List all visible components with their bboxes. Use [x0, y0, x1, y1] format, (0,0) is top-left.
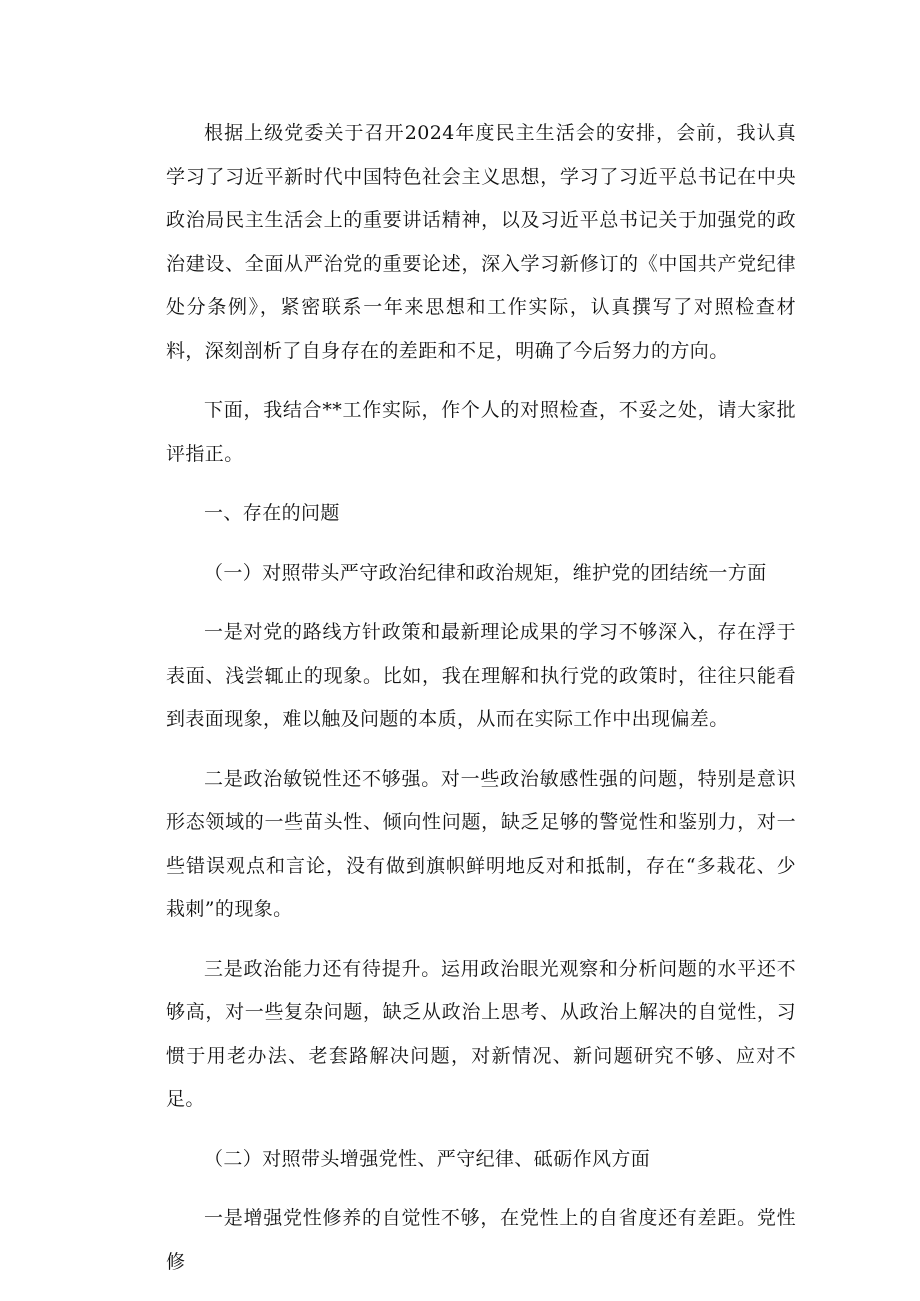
paragraph-transition: 下面，我结合**工作实际，作个人的对照检查，不妥之处，请大家批评指正。 [166, 399, 796, 465]
document-body [166, 112, 796, 1300]
subsection-heading-party-spirit: （二）对照带头增强党性、严守纪律、砥砺作风方面 [204, 1147, 651, 1170]
paragraph-point-three: 三是政治能力还有待提升。运用政治眼光观察和分析问题的水平还不够高，对一些复杂问题，缺乏从政治上思考、从政治上解决的自觉性，习惯于用老办法、老套路解决问题，对新情况、新问题研究不够、应对不足。 [166, 957, 796, 1110]
paragraph-intro: 根据上级党委关于召开2024年度民主生活会的安排，会前，我认真学习了习近平新时代中国特色社会主义思想，学习了习近平总书记在中央政治局民主生活会上的重要讲话精神，以及习近平总书记关于加强党的政治建设、全面从严治党的重要论述，深入学习新修订的《中国共产党纪律处分条例》，紧密联系一年来思想和工作实际，认真撰写了对照检查材料，深刻剖析了自身存在的差距和不足，明确了今后努力的方向。 [166, 122, 796, 362]
section-heading-problems: 一、存在的问题 [204, 502, 340, 524]
paragraph-point-one: 一是对党的路线方针政策和最新理论成果的学习不够深入，存在浮于表面、浅尝辄止的现象。比如，我在理解和执行党的政策时，往往只能看到表面现象，难以触及问题的本质，从而在实际工作中出现偏差。 [166, 621, 796, 730]
paragraph-party-spirit-one: 一是增强党性修养的自觉性不够，在党性上的自省度还有差距。党性修 [166, 1207, 796, 1273]
paragraph-point-two: 二是政治敏锐性还不够强。对一些政治敏感性强的问题，特别是意识形态领域的一些苗头性、倾向性问题，缺乏足够的警觉性和鉴别力，对一些错误观点和言论，没有做到旗帜鲜明地反对和抵制，存在“多栽花、少栽刺”的现象。 [166, 767, 796, 920]
subsection-heading-political-discipline: （一）对照带头严守政治纪律和政治规矩，维护党的团结统一方面 [204, 561, 767, 584]
